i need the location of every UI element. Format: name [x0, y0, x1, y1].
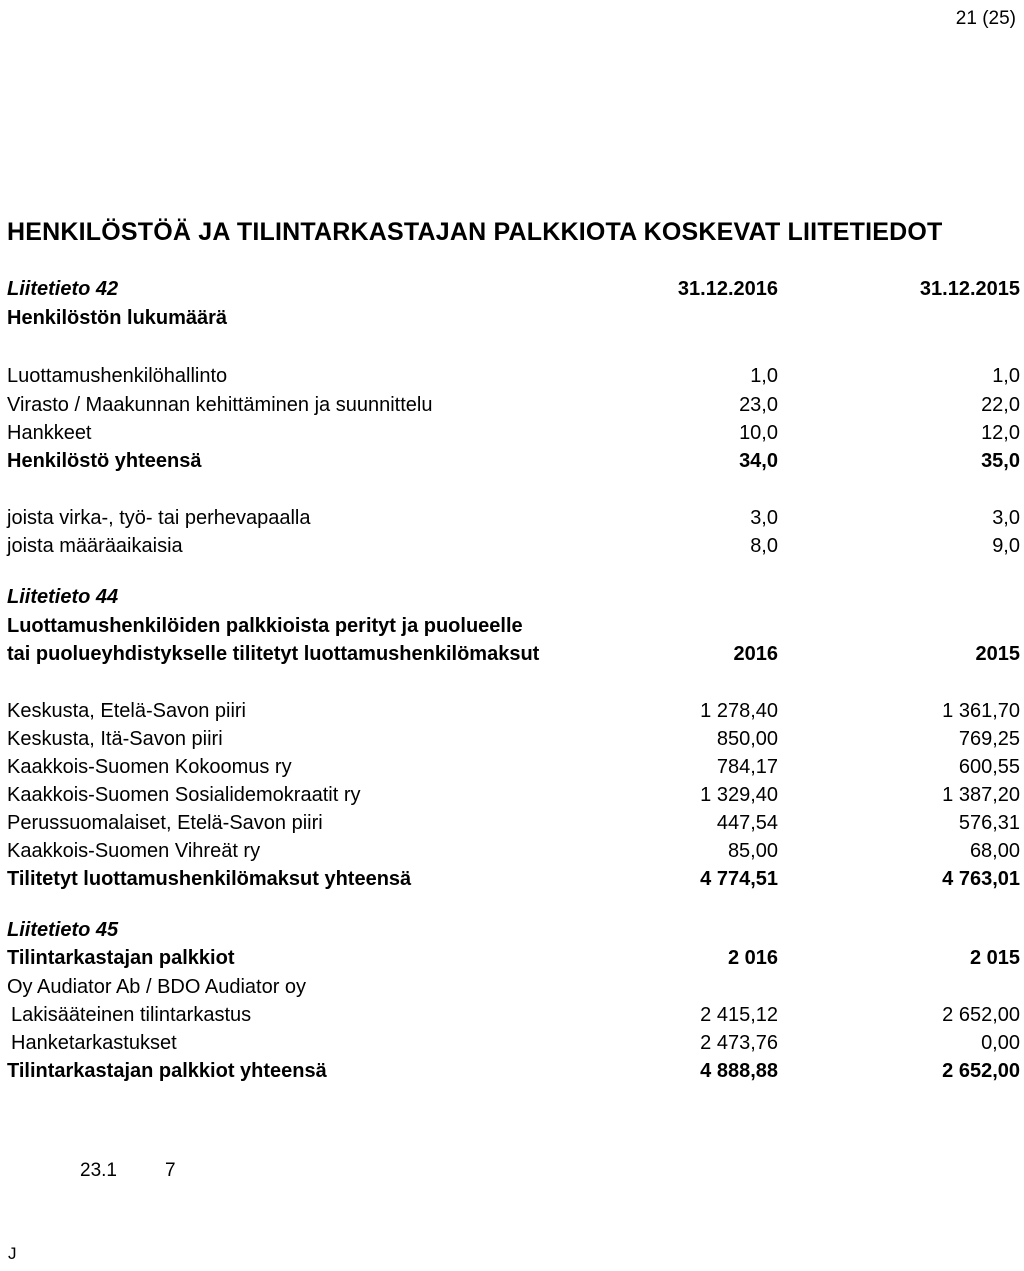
- row-label: joista määräaikaisia: [7, 535, 183, 557]
- note44-tag: Liitetieto 44: [7, 586, 119, 608]
- note42-tag: Liitetieto 42: [7, 278, 119, 300]
- row-value-2016: 23,0: [739, 394, 778, 416]
- total-value-2015: 4 763,01: [942, 868, 1020, 890]
- page-number: 21 (25): [955, 8, 1016, 29]
- note44-tag-row: [0, 583, 1024, 611]
- note45-col2-header: 2 015: [969, 947, 1020, 969]
- auditor-row: [0, 973, 1024, 1001]
- note45-header-row: [0, 944, 1024, 972]
- row-label: Keskusta, Etelä-Savon piiri: [7, 700, 247, 722]
- row-label: Luottamushenkilöhallinto: [7, 365, 228, 387]
- note44-header-row: [0, 640, 1024, 668]
- total-value-2016: 4 774,51: [700, 868, 778, 890]
- table-row: [0, 809, 1024, 837]
- footer-date-fragment: 23.1: [80, 1160, 117, 1181]
- row-value-2015: 12,0: [981, 422, 1020, 444]
- note44-title-line2: tai puolueyhdistykselle tilitetyt luottamushenkilömaksut: [7, 643, 540, 665]
- total-value-2016: 34,0: [739, 450, 778, 472]
- note45-title: Tilintarkastajan palkkiot: [7, 947, 235, 969]
- row-value-2015: 0,00: [981, 1032, 1020, 1054]
- row-label: Lakisääteinen tilintarkastus: [11, 1004, 252, 1026]
- row-value-2016: 850,00: [716, 728, 778, 750]
- row-value-2016: 1 329,40: [700, 784, 778, 806]
- note42-col1-header: 31.12.2016: [677, 278, 778, 300]
- row-value-2015: 576,31: [958, 812, 1020, 834]
- row-value-2016: 2 473,76: [700, 1032, 778, 1054]
- total-row: [0, 447, 1024, 475]
- note44-title-row: [0, 612, 1024, 640]
- row-label: Perussuomalaiset, Etelä-Savon piiri: [7, 812, 323, 834]
- row-value-2015: 68,00: [969, 840, 1020, 862]
- row-value-2015: 1 361,70: [942, 700, 1020, 722]
- row-label: Keskusta, Itä-Savon piiri: [7, 728, 223, 750]
- table-row: [0, 419, 1024, 447]
- page-heading: HENKILÖSTÖÄ JA TILINTARKASTAJAN PALKKIOTA KOSKEVAT LIITETIEDOT: [7, 218, 943, 246]
- row-value-2015: 1 387,20: [942, 784, 1020, 806]
- note44-col2-header: 2015: [975, 643, 1020, 665]
- row-label: Kaakkois-Suomen Kokoomus ry: [7, 756, 292, 778]
- note42-title-row: [0, 304, 1024, 332]
- note42-title: Henkilöstön lukumäärä: [7, 307, 228, 329]
- footer-number-fragment: 7: [165, 1160, 176, 1181]
- row-label: Hanketarkastukset: [11, 1032, 177, 1054]
- table-row: [0, 362, 1024, 390]
- row-value-2015: 3,0: [992, 507, 1020, 529]
- row-value-2016: 784,17: [716, 756, 778, 778]
- row-value-2016: 10,0: [739, 422, 778, 444]
- row-value-2015: 769,25: [958, 728, 1020, 750]
- table-row: [0, 753, 1024, 781]
- row-value-2016: 1 278,40: [700, 700, 778, 722]
- note45-tag: Liitetieto 45: [7, 919, 119, 941]
- row-label: Kaakkois-Suomen Vihreät ry: [7, 840, 261, 862]
- total-label: Henkilöstö yhteensä: [7, 450, 202, 472]
- note42-col2-header: 31.12.2015: [919, 278, 1020, 300]
- table-row: [0, 1001, 1024, 1029]
- row-value-2016: 447,54: [716, 812, 778, 834]
- row-value-2015: 1,0: [992, 365, 1020, 387]
- total-row: [0, 1057, 1024, 1085]
- note42-header-row: [0, 275, 1024, 303]
- row-value-2016: 8,0: [750, 535, 778, 557]
- total-row: [0, 865, 1024, 893]
- auditor-name: Oy Audiator Ab / BDO Audiator oy: [7, 976, 307, 998]
- total-label: Tilintarkastajan palkkiot yhteensä: [7, 1060, 327, 1082]
- row-value-2016: 3,0: [750, 507, 778, 529]
- row-label: joista virka-, työ- tai perhevapaalla: [7, 507, 311, 529]
- table-row: [0, 725, 1024, 753]
- note44-title-line1: Luottamushenkilöiden palkkioista perityt ja puolueelle: [7, 615, 523, 637]
- table-row: [0, 532, 1024, 560]
- note44-col1-header: 2016: [733, 643, 778, 665]
- table-row: [0, 697, 1024, 725]
- table-row: [0, 781, 1024, 809]
- note45-tag-row: [0, 916, 1024, 944]
- total-value-2015: 35,0: [981, 450, 1020, 472]
- total-value-2016: 4 888,88: [700, 1060, 778, 1082]
- total-value-2015: 2 652,00: [942, 1060, 1020, 1082]
- row-label: Hankkeet: [7, 422, 92, 444]
- row-value-2016: 2 415,12: [700, 1004, 778, 1026]
- row-label: Virasto / Maakunnan kehittäminen ja suunnittelu: [7, 394, 433, 416]
- row-value-2015: 2 652,00: [942, 1004, 1020, 1026]
- row-value-2015: 9,0: [992, 535, 1020, 557]
- table-row: [0, 391, 1024, 419]
- table-row: [0, 837, 1024, 865]
- note45-col1-header: 2 016: [727, 947, 778, 969]
- table-row: [0, 1029, 1024, 1057]
- table-row: [0, 504, 1024, 532]
- row-value-2016: 1,0: [750, 365, 778, 387]
- row-value-2015: 600,55: [958, 756, 1020, 778]
- row-value-2015: 22,0: [981, 394, 1020, 416]
- total-label: Tilitetyt luottamushenkilömaksut yhteensä: [7, 868, 412, 890]
- row-label: Kaakkois-Suomen Sosialidemokraatit ry: [7, 784, 361, 806]
- footer-mark: J: [8, 1244, 17, 1263]
- row-value-2016: 85,00: [727, 840, 778, 862]
